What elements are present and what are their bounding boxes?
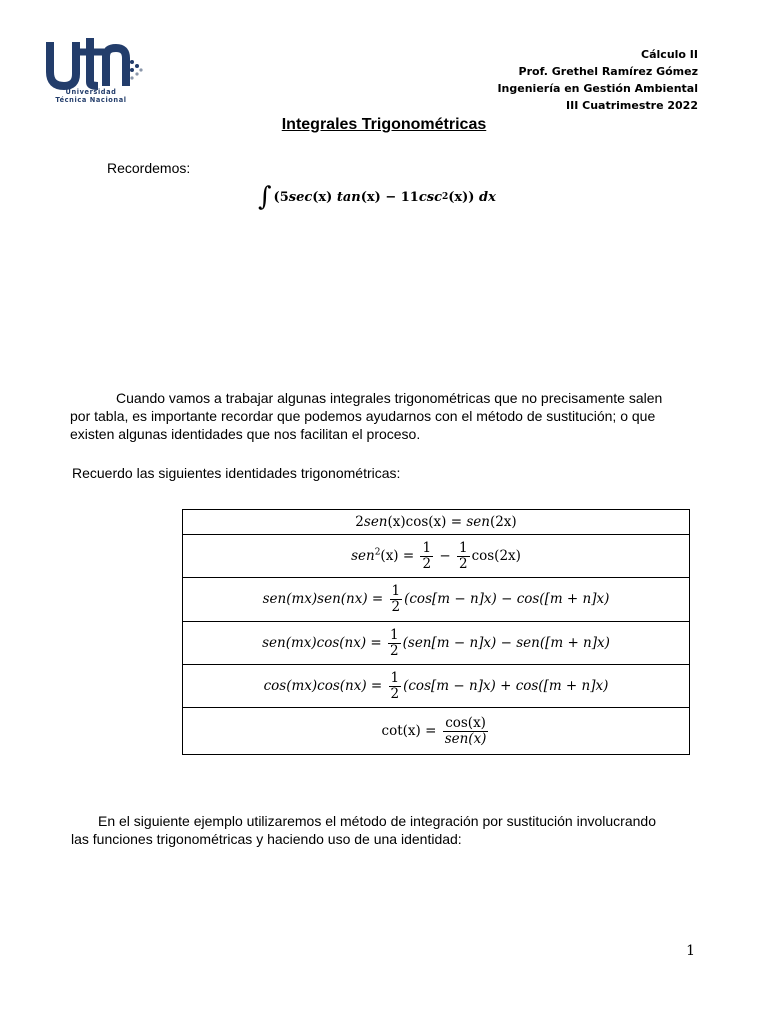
course-header xyxy=(497,46,698,114)
identity-row xyxy=(183,578,690,622)
page-number: 1 xyxy=(686,943,695,959)
integral-csc: csc xyxy=(418,189,442,205)
page-title: Integrales Trigonométricas xyxy=(281,116,487,133)
identity-row xyxy=(183,708,690,755)
intro-line-3: existen algunas identidades que nos facilitan el proceso. xyxy=(70,426,421,442)
intro-line-1: Cuando vamos a trabajar algunas integrales trigonométricas que no precisamente salen xyxy=(116,390,663,406)
identity-sen-squared: sen$^2$(x) = $\frac{1}{2}$ − $\frac{1}{2}$ cos(2x) xyxy=(183,535,690,578)
integral-dx: dx xyxy=(478,189,496,205)
professor-name: Prof. Grethel Ramírez Gómez xyxy=(518,65,698,78)
integral-coef: 5 xyxy=(279,189,289,205)
integral-arg1: (x) xyxy=(312,189,337,205)
integral-sign: ∫ xyxy=(258,182,272,212)
identity-row xyxy=(183,510,690,535)
intro-line-2: por tabla, es importante recordar que podemos ayudarnos con el método de sustitución; o que xyxy=(70,408,656,424)
identities-table xyxy=(182,509,690,755)
integral-arg2: (x) − 11 xyxy=(360,189,419,205)
example-line-1: En el siguiente ejemplo utilizaremos el método de integración por sustitución involucrando xyxy=(98,813,656,829)
integral-open: ( xyxy=(273,189,280,205)
integral-arg3: (x)) xyxy=(448,189,479,205)
integral-sec: sec xyxy=(288,189,313,205)
identity-sen-cos: sen(mx)cos(nx) = $\frac{1}{2}$ (sen[m − n]x) − sen([m + n]x) xyxy=(183,622,690,665)
identity-row xyxy=(183,535,690,578)
integral-tan: tan xyxy=(336,189,361,205)
identity-double-angle: 2sen(x)cos(x) = sen(2x) xyxy=(183,510,690,535)
intro-paragraph xyxy=(70,389,700,443)
identity-sen-sen: sen(mx)sen(nx) = $\frac{1}{2}$ (cos[m − n]x) − cos([m + n]x) xyxy=(183,578,690,622)
integral-expression xyxy=(258,184,496,210)
identity-cot: cot(x) = $\frac{\cos(x)}{\text{sen(x)}}$ xyxy=(183,708,690,755)
identities-intro: Recuerdo las siguientes identidades trigonométricas: xyxy=(72,465,401,481)
integral-exp: 2 xyxy=(441,192,449,202)
logo-caption xyxy=(46,88,136,104)
logo-line-2: Técnica Nacional xyxy=(55,96,127,104)
example-paragraph xyxy=(72,812,702,848)
example-line-2: las funciones trigonométricas y haciendo uso de una identidad: xyxy=(71,831,462,847)
term: III Cuatrimestre 2022 xyxy=(566,99,698,112)
identity-row xyxy=(183,622,690,665)
identity-row xyxy=(183,665,690,708)
program-name: Ingeniería en Gestión Ambiental xyxy=(497,82,698,95)
logo-line-1: Universidad xyxy=(65,88,117,96)
course-name: Cálculo II xyxy=(641,48,698,61)
recordemos-label: Recordemos: xyxy=(107,160,191,176)
identity-cos-cos: cos(mx)cos(nx) = $\frac{1}{2}$ (cos[m − n]x) + cos([m + n]x) xyxy=(183,665,690,708)
